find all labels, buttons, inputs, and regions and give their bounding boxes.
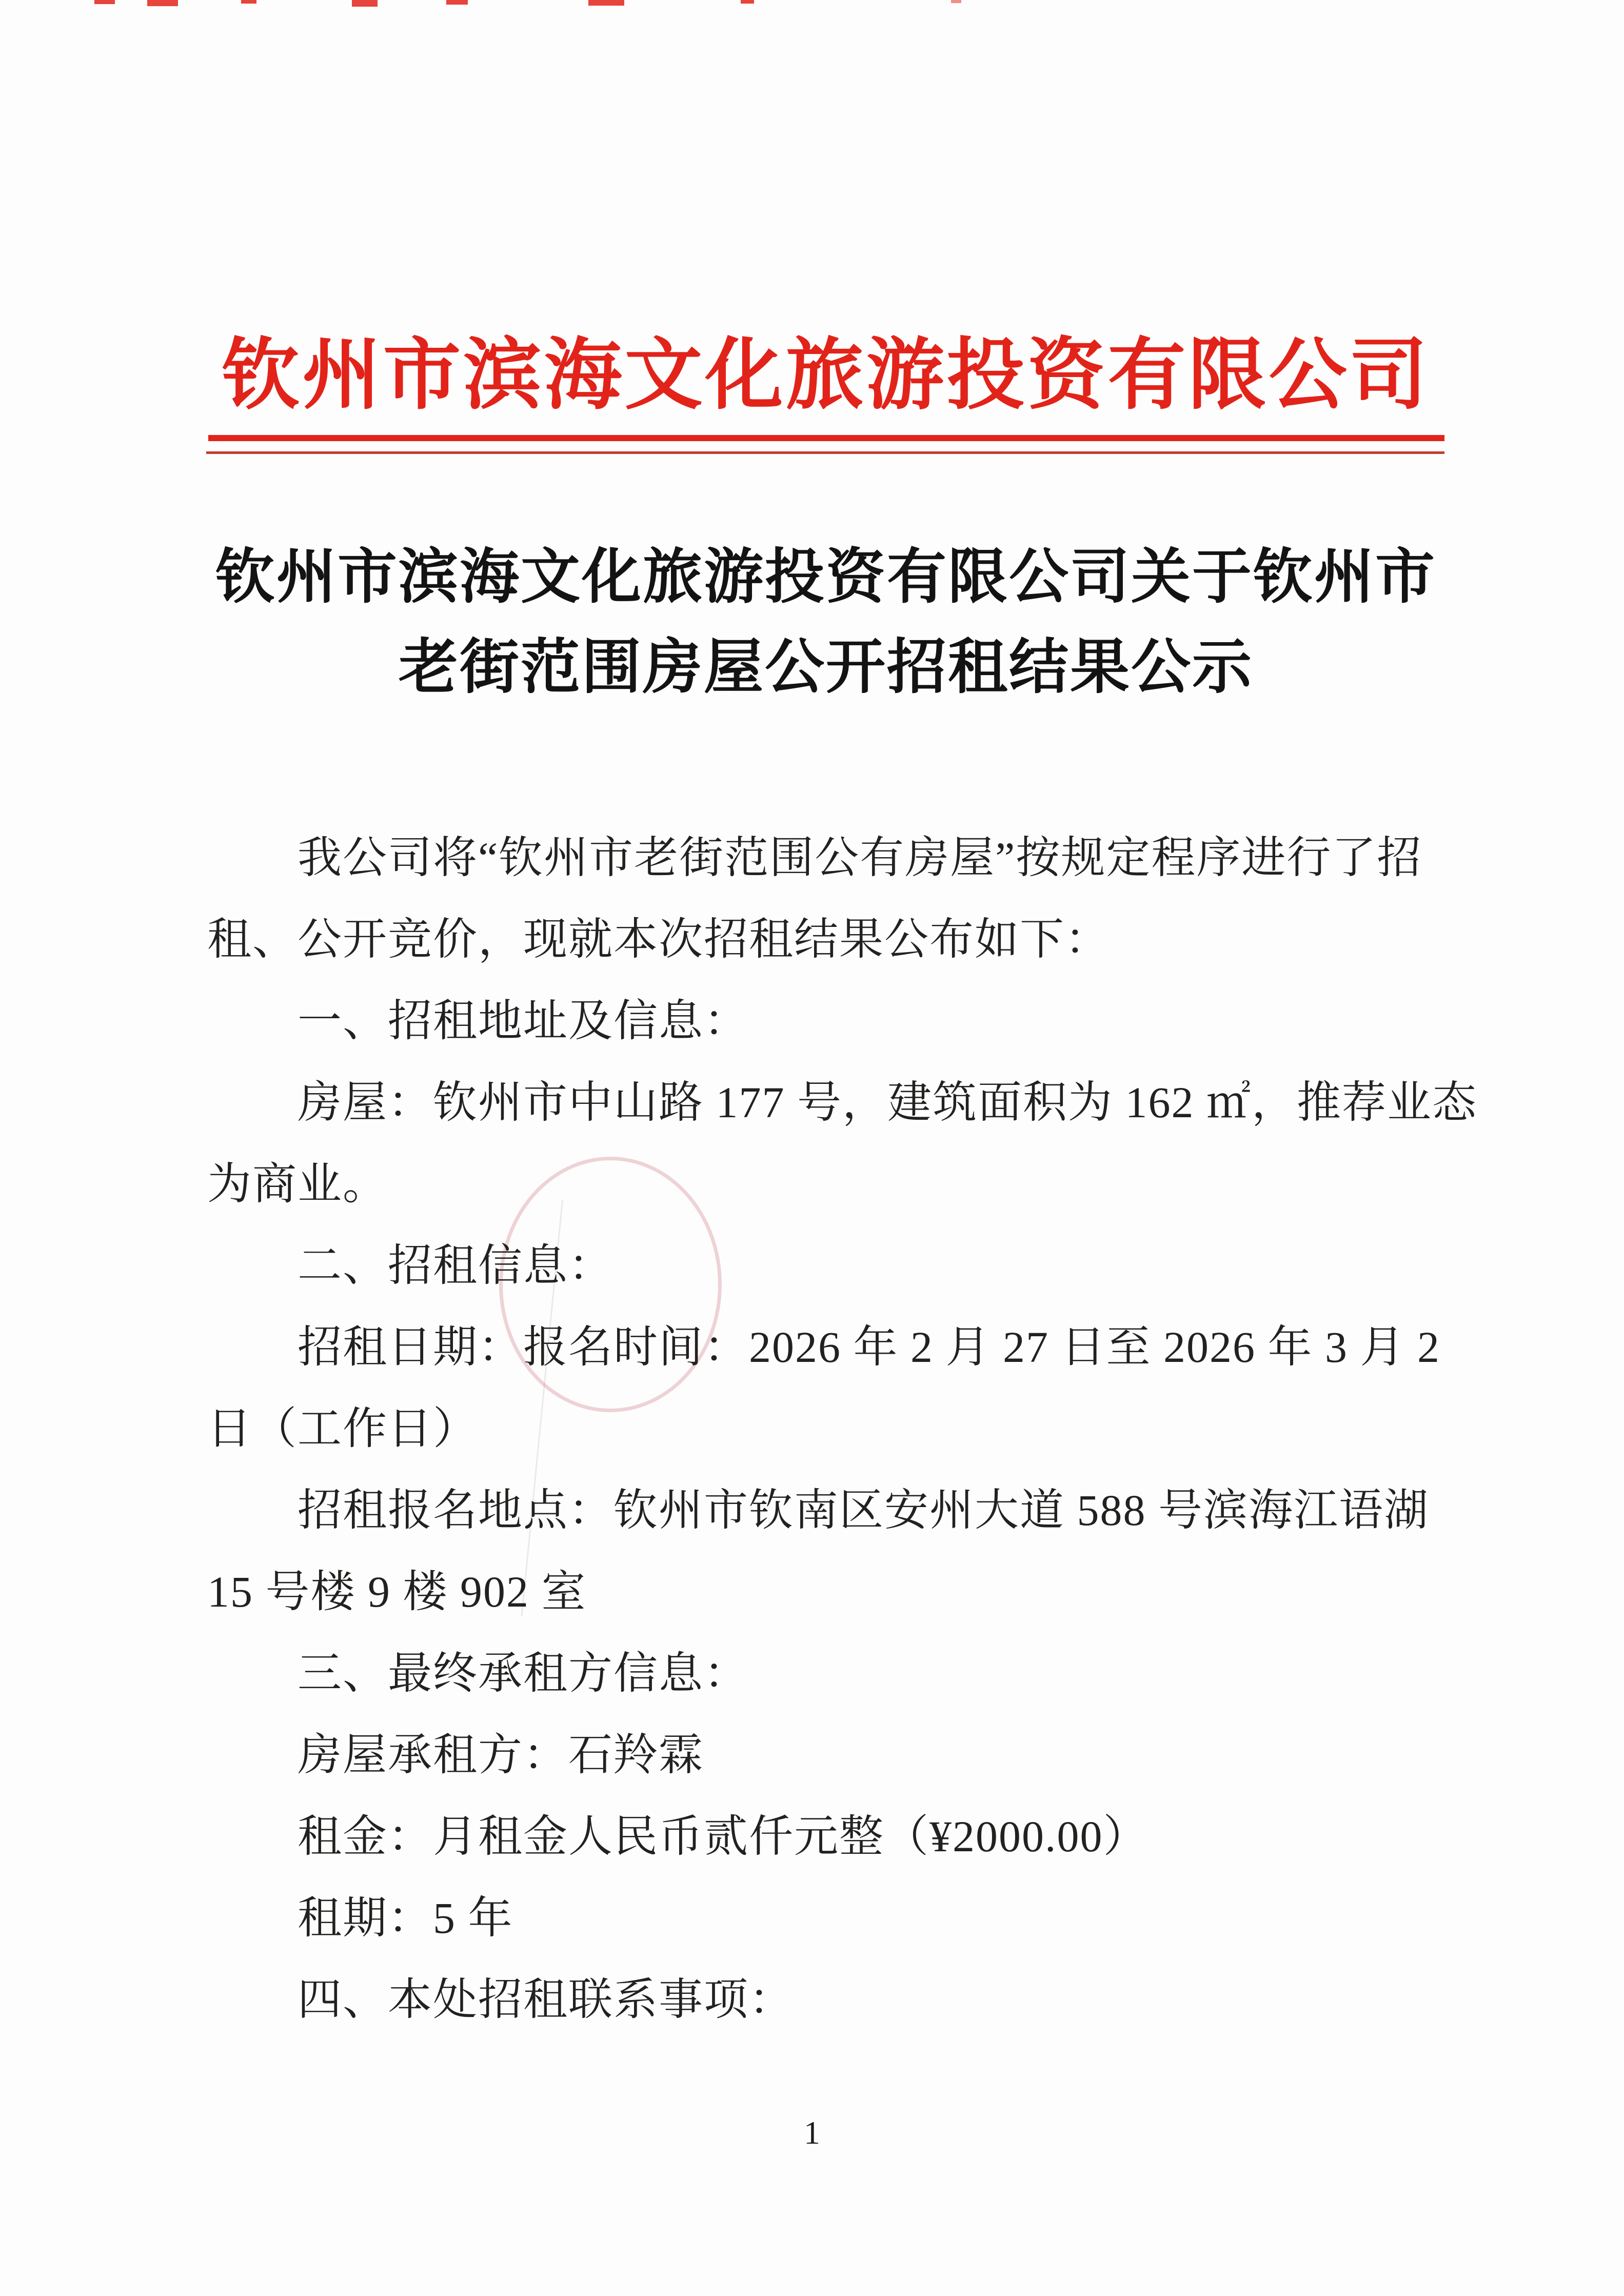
rental-date-line-2: 日（工作日） [207,1404,478,1453]
letterhead-divider-thick [208,435,1444,441]
signup-location-line-2: 15 号楼 9 楼 902 室 [207,1567,587,1616]
scan-artifact-red-dash [951,0,961,3]
scan-artifact-red-dash [94,0,115,4]
scan-artifact-red-dash [241,0,256,4]
page-number: 1 [804,2114,820,2151]
section-2-heading: 二、招租信息： [298,1241,613,1290]
letterhead-company-name: 钦州市滨海文化旅游投资有限公司 [222,331,1430,419]
letterhead-divider-thin [206,451,1444,454]
rental-date-line-1: 招租日期：报名时间：2026 年 2 月 27 日至 2026 年 3 月 2 [298,1322,1440,1372]
scan-artifact-red-dash [741,0,754,4]
rent-amount-line: 租金：月租金人民币贰仟元整（¥2000.00） [298,1812,1148,1861]
property-info-line-2: 为商业。 [207,1159,388,1209]
scan-artifact-red-dash [446,0,468,5]
tenant-name-line: 房屋承租方：石羚霖 [298,1730,704,1779]
document-title-line-1: 钦州市滨海文化旅游投资有限公司关于钦州市 [215,545,1436,610]
scan-artifact-red-dash [147,0,178,6]
paragraph-intro-line-1: 我公司将“钦州市老街范围公有房屋”按规定程序进行了招 [298,833,1422,882]
scan-artifact-red-dash [588,0,624,6]
document-title-line-2: 老街范围房屋公开招租结果公示 [399,635,1253,701]
paragraph-intro-line-2: 租、公开竞价，现就本次招租结果公布如下： [207,915,1110,964]
section-1-heading: 一、招租地址及信息： [298,996,749,1045]
property-info-line-1: 房屋：钦州市中山路 177 号，建筑面积为 162 ㎡，推荐业态 [298,1078,1477,1127]
document-body [207,817,1477,2041]
lease-term-line: 租期：5 年 [298,1893,513,1943]
document-title [207,532,1444,713]
section-3-heading: 三、最终承租方信息： [298,1649,749,1698]
section-4-heading: 四、本处招租联系事项： [298,1975,794,2024]
signup-location-line-1: 招租报名地点：钦州市钦南区安州大道 588 号滨海江语湖 [298,1486,1429,1535]
scan-artifact-red-dash [352,0,378,7]
